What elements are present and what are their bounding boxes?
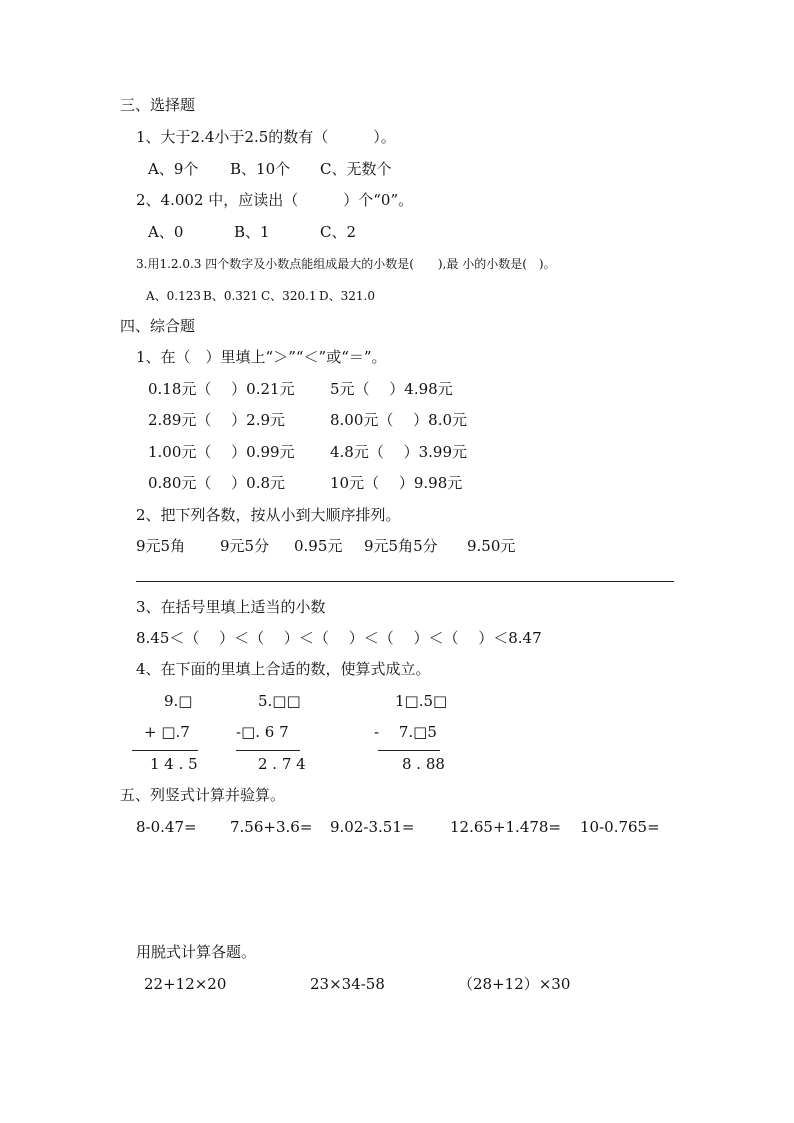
vertical-line — [132, 750, 198, 751]
vertical-mid: - 7.□5 — [374, 723, 437, 741]
order-item: 9元5分 — [220, 537, 270, 555]
question-4-1: 1、在（ ）里填上“＞”“＜”或“＝”。 — [136, 348, 387, 366]
answer-line — [136, 581, 674, 582]
vertical-result: 1 4 . 5 — [150, 755, 198, 773]
vertical-mid: -□. 6 7 — [236, 723, 289, 741]
stepwise-problem: 22+12×20 — [144, 975, 227, 993]
vertical-line — [378, 750, 440, 751]
calc-problem: 8-0.47= — [136, 818, 197, 836]
compare-item: 4.8元（ ）3.99元 — [330, 443, 468, 461]
stepwise-problem: 23×34-58 — [310, 975, 385, 993]
question-4-2: 2、把下列各数，按从小到大顺序排列。 — [136, 506, 401, 524]
option-3-1-b: B、10个 — [230, 160, 291, 178]
section-title-stepwise: 用脱式计算各题。 — [136, 943, 257, 961]
order-item: 0.95元 — [294, 537, 343, 555]
vertical-result: 8 . 88 — [402, 755, 445, 773]
compare-item: 0.18元（ ）0.21元 — [148, 380, 295, 398]
section-title-vertical: 五、列竖式计算并验算。 — [120, 786, 286, 804]
vertical-mid: + □.7 — [144, 723, 190, 741]
option-3-1-a: A、9个 — [148, 160, 199, 178]
calc-problem: 7.56+3.6= — [230, 818, 313, 836]
compare-item: 0.80元（ ）0.8元 — [148, 474, 286, 492]
question-3-1: 1、大于2.4小于2.5的数有（ ）。 — [136, 128, 396, 146]
compare-item: 2.89元（ ）2.9元 — [148, 411, 286, 429]
option-3-2-a: A、0 — [148, 223, 184, 241]
decimal-chain: 8.45＜（ ）＜（ ）＜（ ）＜（ ）＜（ ）＜8.47 — [136, 629, 542, 647]
vertical-top: 5.□□ — [258, 692, 301, 710]
vertical-line — [236, 750, 300, 751]
order-item: 9元5角 — [136, 537, 186, 555]
option-3-3-b: B、0.321 — [203, 289, 259, 303]
compare-item: 5元（ ）4.98元 — [330, 380, 453, 398]
calc-problem: 9.02-3.51= — [330, 818, 415, 836]
order-item: 9元5角5分 — [364, 537, 438, 555]
section-title-comprehensive: 四、综合题 — [120, 317, 196, 335]
option-3-3-c: C、320.1 — [261, 289, 317, 303]
option-3-2-c: C、2 — [320, 223, 357, 241]
order-item: 9.50元 — [467, 537, 516, 555]
question-3-2: 2、4.002 中，应读出（ ）个“0”。 — [136, 191, 414, 209]
option-3-3-d: D、321.0 — [319, 289, 375, 303]
calc-problem: 10-0.765= — [580, 818, 660, 836]
option-3-3-a: A、0.123 — [146, 289, 202, 303]
vertical-top: 1□.5□ — [395, 692, 448, 710]
option-3-1-c: C、无数个 — [320, 160, 392, 178]
question-4-4: 4、在下面的里填上合适的数，使算式成立。 — [136, 660, 431, 678]
section-title-choice: 三、选择题 — [120, 96, 196, 114]
compare-item: 10元（ ）9.98元 — [330, 474, 463, 492]
option-3-2-b: B、1 — [234, 223, 270, 241]
compare-item: 8.00元（ ）8.0元 — [330, 411, 468, 429]
vertical-result: 2 . 7 4 — [258, 755, 306, 773]
question-3-3: 3.用1.2.0.3 四个数字及小数点能组成最大的小数是( ),最 小的小数是( )。 — [136, 257, 556, 271]
stepwise-problem: （28+12）×30 — [458, 975, 571, 993]
vertical-top: 9.□ — [164, 692, 193, 710]
calc-problem: 12.65+1.478= — [450, 818, 562, 836]
question-4-3: 3、在括号里填上适当的小数 — [136, 598, 326, 616]
compare-item: 1.00元（ ）0.99元 — [148, 443, 295, 461]
